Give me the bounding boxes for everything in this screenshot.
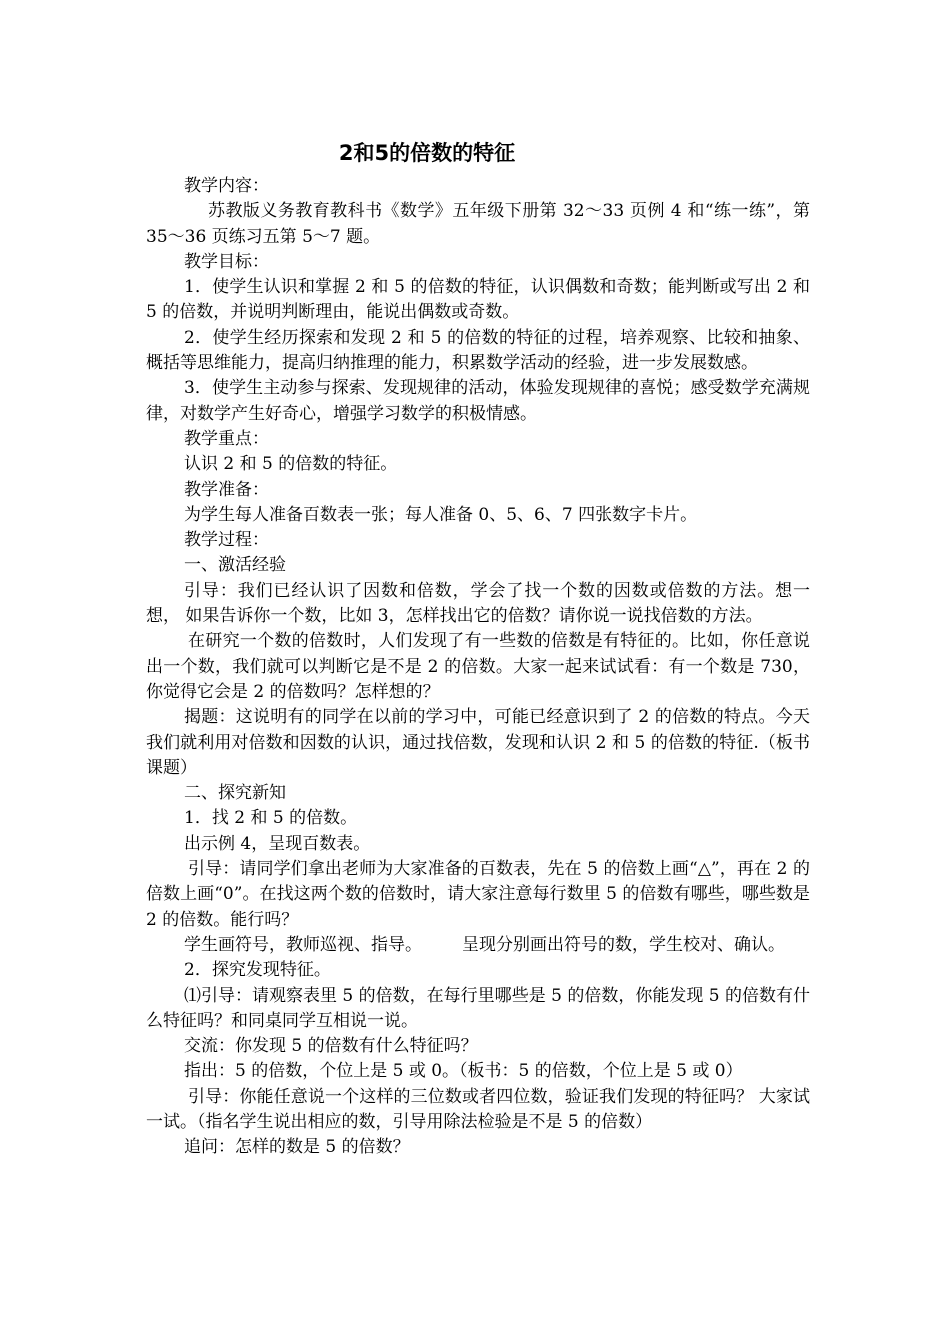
section-heading: 一、激活经验 [184,555,286,576]
paragraph-part: 学生画符号，教师巡视、指导。 [184,934,422,955]
document-body [146,174,810,1161]
paragraph: 教学内容： [184,176,269,196]
paragraph: 引导：请同学们拿出老师为大家准备的百数表，先在 5 的倍数上画“△”，再在 2 的倍数上画“0”。在找这两个数的倍数时，请大家注意每行数里 5 的倍数有哪些，哪些数是 2 的倍数。能行吗？ [146,859,810,930]
paragraph: 揭题：这说明有的同学在以前的学习中，可能已经意识到了 2 的倍数的特点。今天我们就利用对倍数和因数的认识，通过找倍数，发现和认识 2 和 5 的倍数的特征.（板书课题） [146,707,810,778]
paragraph: 1．找 2 和 5 的倍数。 [184,808,358,829]
paragraph: 2．探究发现特征。 [184,960,331,981]
paragraph: 引导：你能任意说一个这样的三位数或者四位数，验证我们发现的特征吗？ 大家试一试。（指名学生说出相应的数，引导用除法检验是不是 5 的倍数） [146,1086,810,1132]
paragraph-part: 呈现分别画出符号的数，学生校对、确认。 [462,934,785,955]
paragraph: 3．使学生主动参与探索、发现规律的活动，体验发现规律的喜悦；感受数学充满规律，对数学产生好奇心，增强学习数学的积极情感。 [146,378,810,424]
paragraph: 教学过程： [184,530,269,551]
paragraph: 在研究一个数的倍数时，人们发现了有一些数的倍数是有特征的。比如，你任意说出一个数，我们就可以判断它是不是 2 的倍数。大家一起来试试看：有一个数是 730，你觉得它会是 2 的倍数吗？怎样想的？ [146,631,810,702]
paragraph: 2．使学生经历探索和发现 2 和 5 的倍数的特征的过程，培养观察、比较和抽象、概括等思维能力，提高归纳推理的能力，积累数学活动的经验，进一步发展数感。 [146,327,810,374]
paragraph: 出示例 4，呈现百数表。 [184,833,371,854]
paragraph: 教学准备： [184,479,269,500]
paragraph: 教学重点： [184,428,269,449]
paragraph: 苏教版义务教育教科书《数学》五年级下册第 32～33 页例 4 和“练一练”，第 35～36 页练习五第 5～7 题。 [146,201,810,247]
paragraph: 交流：你发现 5 的倍数有什么特征吗？ [184,1036,478,1057]
paragraph: ⑴引导：请观察表里 5 的倍数，在每行里哪些是 5 的倍数，你能发现 5 的倍数有什么特征吗？和同桌同学互相说一说。 [146,985,810,1031]
paragraph: 指出：5 的倍数，个位上是 5 或 0。（板书：5 的倍数，个位上是 5 或 0） [184,1061,743,1082]
paragraph: 引导：我们已经认识了因数和倍数，学会了找一个数的因数或倍数的方法。想一想， 如果告诉你一个数，比如 3，怎样找出它的倍数？请你说一说找倍数的方法。 [146,580,810,627]
paragraph: 为学生每人准备百数表一张；每人准备 0、5、6、7 四张数字卡片。 [184,504,698,525]
section-heading: 二、探究新知 [184,783,286,804]
paragraph: 1．使学生认识和掌握 2 和 5 的倍数的特征，认识偶数和奇数；能判断或写出 2 和 5 的倍数，并说明判断理由，能说出偶数或奇数。 [146,277,810,323]
paragraph: 认识 2 和 5 的倍数的特征。 [184,454,398,475]
paragraph: 追问：怎样的数是 5 的倍数？ [184,1137,410,1158]
paragraph [146,933,810,958]
paragraph: 教学目标： [184,251,269,272]
page-title: 2和5的倍数的特征 [338,141,516,165]
